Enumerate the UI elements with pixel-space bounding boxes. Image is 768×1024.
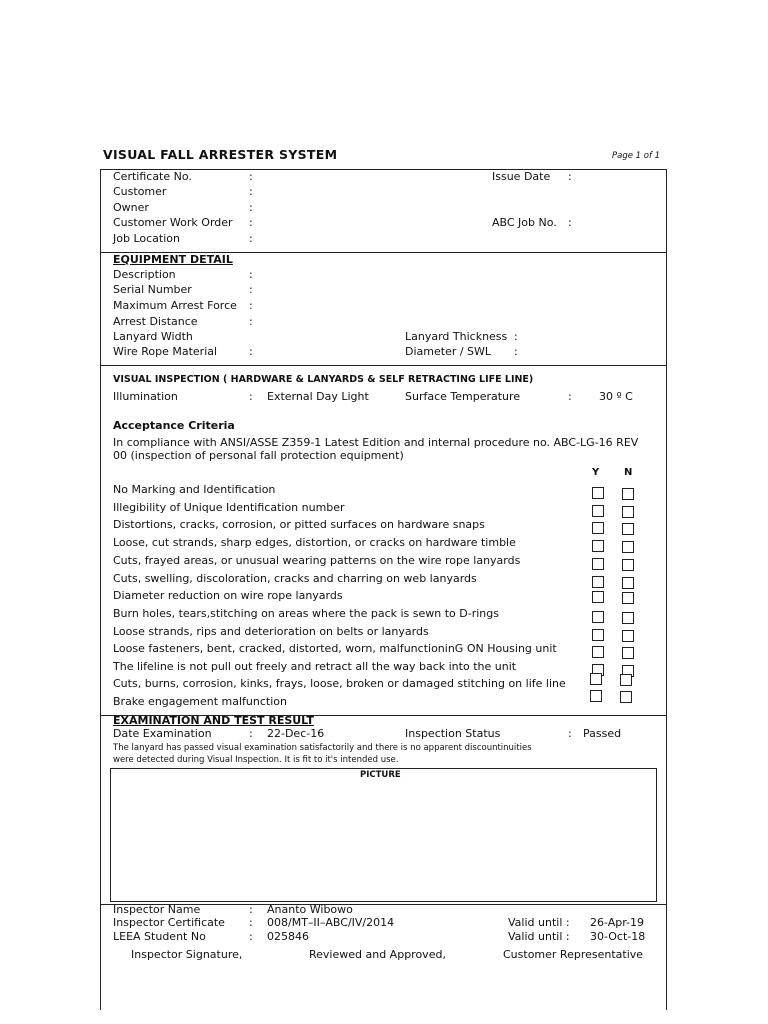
checkbox-no[interactable]	[622, 506, 634, 518]
checkbox-no[interactable]	[622, 612, 634, 624]
checkbox-no[interactable]	[622, 523, 634, 535]
customer-representative-label: Customer Representative	[503, 948, 644, 961]
wire-rope-material-label: Wire Rope Material	[113, 345, 218, 358]
checkbox-yes[interactable]	[592, 646, 604, 658]
inspector-certificate-value: 008/MT–II–ABC/IV/2014	[267, 916, 395, 929]
checkbox-no[interactable]	[620, 691, 632, 703]
inspector-name-value: Ananto Wibowo	[267, 903, 353, 916]
colon: :	[249, 216, 253, 229]
colon: :	[249, 185, 253, 198]
serial-number-label: Serial Number	[113, 283, 192, 296]
checkbox-yes[interactable]	[592, 591, 604, 603]
colon: :	[249, 232, 253, 245]
colon: :	[568, 727, 572, 740]
criteria-item: No Marking and Identification	[113, 483, 276, 496]
owner-label: Owner	[113, 201, 149, 214]
checkbox-no[interactable]	[622, 559, 634, 571]
criteria-item: Loose fasteners, bent, cracked, distorted, worn, malfunctioninG ON Housing unit	[113, 642, 557, 655]
arrest-distance-label: Arrest Distance	[113, 315, 198, 328]
criteria-item: Cuts, burns, corrosion, kinks, frays, loose, broken or damaged stitching on life line	[113, 677, 566, 690]
examination-result-heading: EXAMINATION AND TEST RESULT	[113, 714, 314, 727]
criteria-item: Cuts, frayed areas, or unusual wearing patterns on the wire rope lanyards	[113, 554, 521, 567]
checkbox-yes[interactable]	[592, 576, 604, 588]
checkbox-no[interactable]	[622, 592, 634, 604]
diameter-swl-label: Diameter / SWL	[405, 345, 492, 358]
compliance-text-line2: 00 (inspection of personal fall protection equipment)	[113, 449, 404, 462]
colon: :	[249, 315, 253, 328]
checkbox-yes[interactable]	[592, 629, 604, 641]
certificate-no-label: Certificate No.	[113, 170, 192, 183]
illumination-value: External Day Light	[267, 390, 369, 403]
criteria-item: Brake engagement malfunction	[113, 695, 287, 708]
colon: :	[249, 390, 253, 403]
checkbox-no[interactable]	[622, 577, 634, 589]
inspection-status-label: Inspection Status	[405, 727, 501, 740]
valid-until-value: 26-Apr-19	[590, 916, 645, 929]
inspector-name-label: Inspector Name	[113, 903, 201, 916]
criteria-item: Distortions, cracks, corrosion, or pitted surfaces on hardware snaps	[113, 518, 485, 531]
colon: :	[514, 330, 518, 343]
checkbox-yes[interactable]	[592, 505, 604, 517]
customer-label: Customer	[113, 185, 167, 198]
colon: :	[568, 216, 572, 229]
checkbox-no[interactable]	[622, 630, 634, 642]
job-location-label: Job Location	[113, 232, 180, 245]
criteria-item: The lifeline is not pull out freely and retract all the way back into the unit	[113, 660, 517, 673]
checkbox-no[interactable]	[622, 647, 634, 659]
result-note-line1: The lanyard has passed visual examination satisfactorily and there is no apparent discountinuities	[113, 743, 532, 753]
colon: :	[249, 268, 253, 281]
checkbox-yes[interactable]	[590, 673, 602, 685]
page-number: Page 1 of 1	[612, 151, 661, 161]
checkbox-no[interactable]	[622, 488, 634, 500]
reviewed-approved-label: Reviewed and Approved,	[309, 948, 446, 961]
inspector-signature-label: Inspector Signature,	[131, 948, 243, 961]
colon: :	[249, 903, 253, 916]
description-label: Description	[113, 268, 176, 281]
valid-until-label: Valid until :	[508, 930, 570, 943]
colon: :	[249, 727, 253, 740]
criteria-item: Diameter reduction on wire rope lanyards	[113, 589, 343, 602]
picture-label: PICTURE	[360, 770, 401, 780]
acceptance-criteria-heading: Acceptance Criteria	[113, 419, 235, 432]
equipment-detail-heading: EQUIPMENT DETAIL	[113, 253, 233, 266]
lanyard-width-label: Lanyard Width	[113, 330, 193, 343]
checkbox-no[interactable]	[622, 541, 634, 553]
valid-until-value: 30-Oct-18	[590, 930, 646, 943]
customer-work-order-label: Customer Work Order	[113, 216, 233, 229]
surface-temp-label: Surface Temperature	[405, 390, 521, 403]
checkbox-no[interactable]	[620, 674, 632, 686]
date-examination-value: 22-Dec-16	[267, 727, 325, 740]
criteria-item: Cuts, swelling, discoloration, cracks and charring on web lanyards	[113, 572, 477, 585]
illumination-label: Illumination	[113, 390, 178, 403]
checkbox-yes[interactable]	[592, 487, 604, 499]
inspector-certificate-label: Inspector Certificate	[113, 916, 225, 929]
max-arrest-force-label: Maximum Arrest Force	[113, 299, 237, 312]
leea-student-value: 025846	[267, 930, 309, 943]
column-n-header: N	[624, 467, 633, 478]
colon: :	[514, 345, 518, 358]
abc-job-no-label: ABC Job No.	[492, 216, 557, 229]
checkbox-yes[interactable]	[590, 690, 602, 702]
lanyard-thickness-label: Lanyard Thickness	[405, 330, 508, 343]
inspection-status-value: Passed	[583, 727, 622, 740]
criteria-item: Loose, cut strands, sharp edges, distortion, or cracks on hardware timble	[113, 536, 516, 549]
surface-temp-value: 30 º C	[599, 390, 633, 403]
document-title: VISUAL FALL ARRESTER SYSTEM	[103, 147, 338, 162]
picture-box	[110, 768, 657, 902]
colon: :	[249, 916, 253, 929]
colon: :	[249, 201, 253, 214]
colon: :	[249, 170, 253, 183]
result-note-line2: were detected during Visual Inspection. It is fit to it's intended use.	[113, 755, 399, 765]
colon: :	[249, 345, 253, 358]
checkbox-yes[interactable]	[592, 558, 604, 570]
issue-date-label: Issue Date	[492, 170, 551, 183]
checkbox-yes[interactable]	[592, 522, 604, 534]
colon: :	[249, 930, 253, 943]
divider	[100, 365, 666, 366]
leea-student-label: LEEA Student No	[113, 930, 206, 943]
criteria-item: Burn holes, tears,stitching on areas where the pack is sewn to D-rings	[113, 607, 499, 620]
colon: :	[568, 170, 572, 183]
criteria-item: Illegibility of Unique Identification number	[113, 501, 345, 514]
colon: :	[249, 299, 253, 312]
date-examination-label: Date Examination	[113, 727, 212, 740]
checkbox-yes[interactable]	[592, 611, 604, 623]
colon: :	[249, 283, 253, 296]
colon: :	[568, 390, 572, 403]
valid-until-label: Valid until :	[508, 916, 570, 929]
criteria-item: Loose strands, rips and deterioration on belts or lanyards	[113, 625, 429, 638]
checkbox-yes[interactable]	[592, 540, 604, 552]
visual-inspection-heading: VISUAL INSPECTION ( HARDWARE & LANYARDS & SELF RETRACTING LIFE LINE)	[113, 374, 534, 385]
compliance-text-line1: In compliance with ANSI/ASSE Z359-1 Latest Edition and internal procedure no. ABC-LG-16 REV	[113, 436, 639, 449]
column-y-header: Y	[592, 467, 600, 478]
